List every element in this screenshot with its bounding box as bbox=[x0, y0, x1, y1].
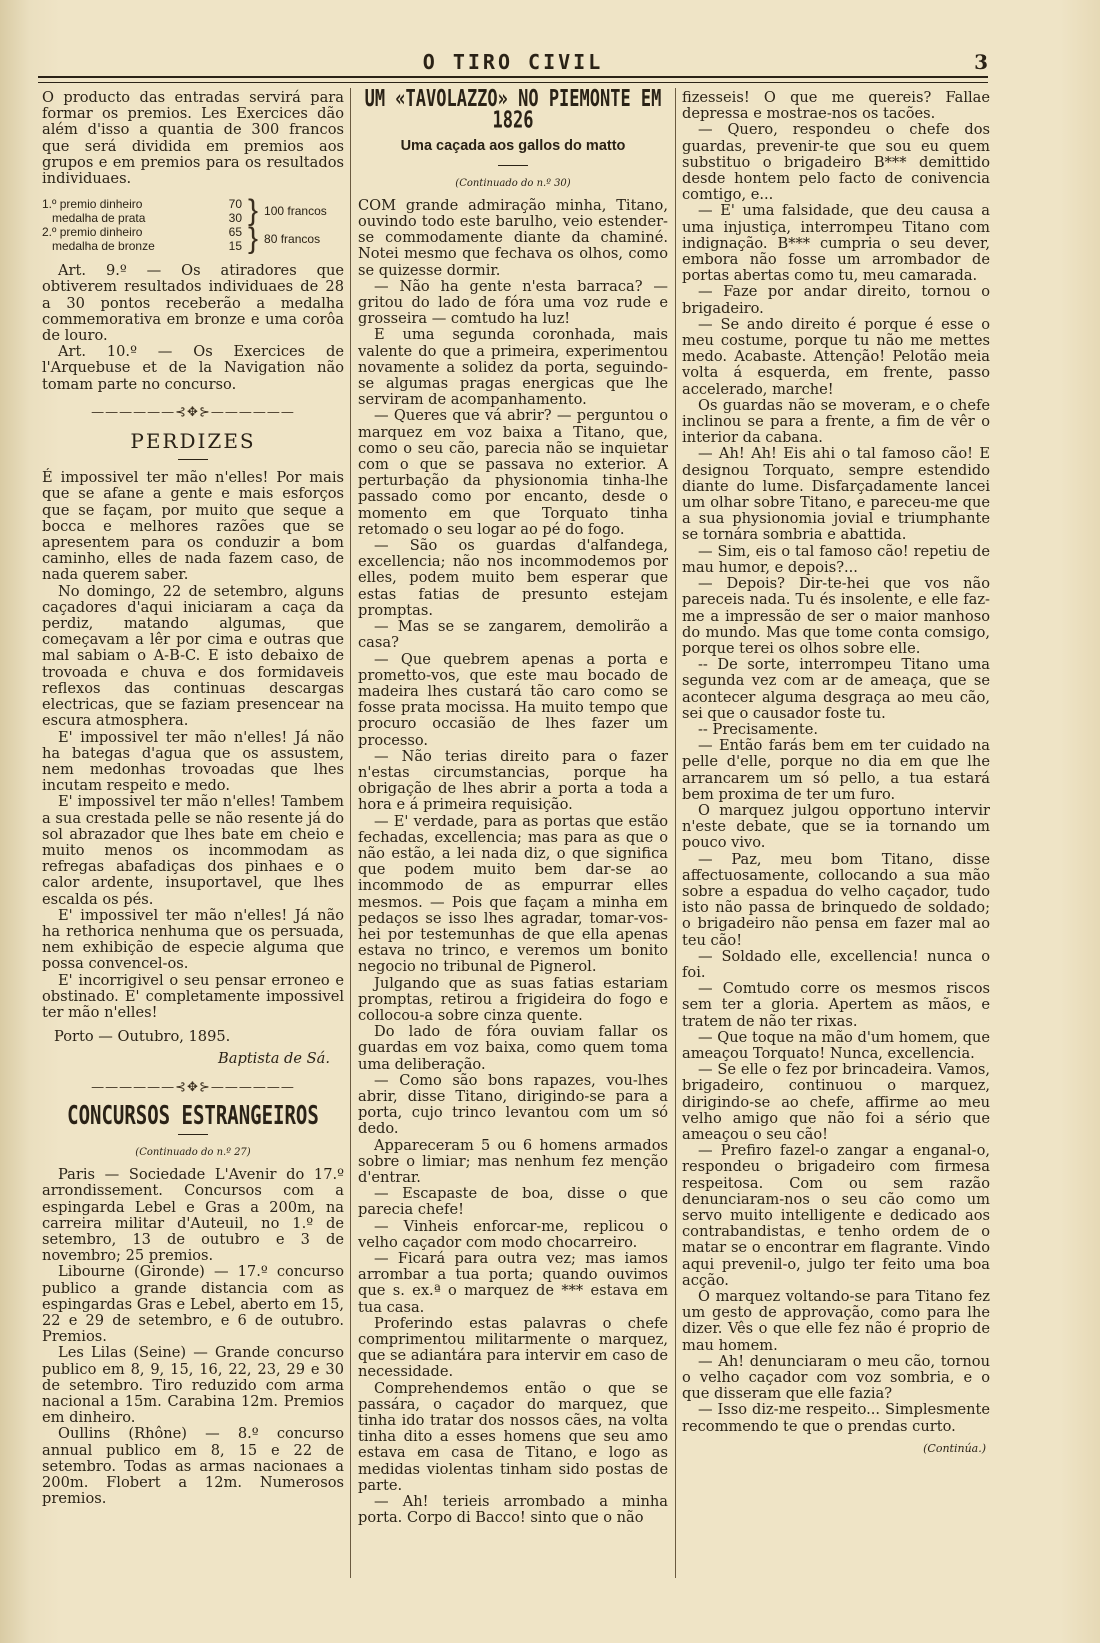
prize-row bbox=[42, 222, 344, 256]
section-title-perdizes: PERDIZES bbox=[130, 429, 256, 454]
paragraph: — Que quebrem apenas a porta e prometto-vos, que este mau bocado de madeira lhes custará tão caro como se fosse prata mocissa. Ha muito tempo que procuro occasião de lhes fazer um processo. bbox=[358, 650, 668, 749]
prize-label: medalha de bronze bbox=[52, 239, 155, 254]
prize-total: 80 francos bbox=[264, 232, 321, 247]
author-signature: Baptista de Sá. bbox=[218, 1050, 330, 1068]
paragraph: — Se elle o fez por brincadeira. Vamos, brigadeiro, continuou o marquez, dirigindo-se ao chefe, affirme ao meu velho amigo que não foi a sério que ameaçou o seu cão! bbox=[682, 1061, 990, 1143]
paragraph: — Vinheis enforcar-me, replicou o velho caçador com modo chocarreiro. bbox=[358, 1217, 668, 1251]
column-divider bbox=[675, 88, 676, 1578]
paragraph: — São os guardas d'alfandega, excellencia; não nos incommodemos por elles, podem muito bem esperar que estas fatias de presunto estejam promptas. bbox=[358, 537, 668, 619]
paragraph: — Como são bons rapazes, vou-lhes abrir, disse Titano, dirigindo-se para a porta, cujo trinco levantou com um só dedo. bbox=[358, 1071, 668, 1138]
continuation-note: (Continuado do n.º 30) bbox=[455, 177, 571, 189]
masthead-rule bbox=[38, 76, 988, 83]
article-9: Art. 9.º — Os atiradores que obtiverem resultados individuaes de 28 a 30 pontos receberão a medalha commemorativa em bronze e uma corôa de louro. bbox=[42, 262, 344, 345]
prize-value: 15 bbox=[228, 239, 242, 254]
paragraph: — Faze por andar direito, tornou o brigadeiro. bbox=[682, 283, 990, 317]
paragraph: Comprehendemos então o que se passára, o caçador do marquez, que tinha ido tratar dos nossos cães, na volta tinha dito a esses homens que seu amo estava em casa de Titano, e logo as medidas violentas tinham sido postas de parte. bbox=[358, 1379, 668, 1494]
paragraph: E uma segunda coronhada, mais valente do que a primeira, experimentou novamente a solidez da porta, seguindo-se algumas pragas energicas que lhe serviram de acompanhamento. bbox=[358, 326, 668, 409]
article-subtitle: Uma caçada aos gallos do matto bbox=[400, 138, 626, 155]
section-title-concursos: CONCURSOS ESTRANGEIROS bbox=[67, 1100, 319, 1131]
column-2 bbox=[358, 85, 668, 1527]
paragraph: — Não ha gente n'esta barraca? — gritou do lado de fóra uma voz rude e grosseira — comtudo ha luz! bbox=[358, 277, 668, 328]
paragraph: Les Lilas (Seine) — Grande concurso publico em 8, 9, 15, 16, 22, 23, 29 e 30 de setembro. Tiro reduzido com arma nacional a 15m. Carabina 12m. Premios em dinheiro. bbox=[42, 1344, 344, 1427]
paragraph: — Ah! denunciaram o meu cão, tornou o velho caçador com voz sombria, e o que disseram que elle fazia? bbox=[682, 1352, 990, 1403]
paragraph: — Se ando direito é porque é esse o meu costume, porque tu não me mettes medo. Acabaste. Attenção! Pelotão meia volta á esquerda, em frente, passo accelerado, marche! bbox=[682, 315, 990, 398]
paragraph: — Depois? Dir-te-hei que vos não pareceis nada. Tu és insolente, e elle faz-me a impressão de ser o maior manhoso do mundo. Mas que tome conta comsigo, porque terei os olhos sobre elle. bbox=[682, 575, 990, 657]
paragraph: O marquez voltando-se para Titano fez um gesto de approvação, como para lhe dizer. Vês o que elle fez não é proprio de mau homem. bbox=[682, 1288, 990, 1354]
paragraph: — Sim, eis o tal famoso cão! repetiu de mau humor, e depois?... bbox=[682, 542, 990, 576]
paragraph: fizesseis! O que me quereis? Fallae depressa e mostrae-nos os tacões. bbox=[682, 89, 990, 123]
paragraph: — Isso diz-me respeito... Simplesmente recommendo te que o prendas curto. bbox=[682, 1401, 990, 1435]
paragraph: — Escapaste de boa, disse o que parecia chefe! bbox=[358, 1185, 668, 1219]
brace: } bbox=[248, 194, 259, 228]
prize-value: 65 bbox=[228, 225, 242, 240]
title-dash bbox=[178, 459, 208, 460]
paragraph: — Comtudo corre os mesmos riscos sem ter a gloria. Apertem as mãos, e tratem de não ter rixas. bbox=[682, 980, 990, 1030]
prize-label: 2.º premio dinheiro bbox=[42, 225, 143, 240]
continua-note: (Continúa.) bbox=[923, 1441, 986, 1455]
prize-label: 1.º premio dinheiro bbox=[42, 197, 143, 212]
column-1 bbox=[42, 90, 344, 1507]
ornament-divider: ——————⊰✥⊱—————— bbox=[91, 1079, 295, 1095]
paragraph: Appareceram 5 ou 6 homens armados sobre o limiar; mas nenhum fez menção d'entrar. bbox=[358, 1136, 668, 1186]
paragraph: Julgando que as suas fatias estariam promptas, retirou a frigideira do fogo e collocou-a sobre cinza quente. bbox=[358, 974, 668, 1024]
paragraph: E' impossivel ter mão n'elles! Tambem a sua crestada pelle se não resente já do sol abrazador que lhes bate em cheio e muito menos os incommodam as refregas abafadiças dos pinhaes e o calor ardente, insuportavel, que lhes escalda os pés. bbox=[42, 793, 344, 908]
paragraph: Os guardas não se moveram, e o chefe inclinou se para a frente, a fim de vêr o interior da cabana. bbox=[682, 396, 990, 447]
paragraph: E' incorrigivel o seu pensar erroneo e obstinado. E' completamente impossivel ter mão n'elles! bbox=[42, 971, 344, 1021]
paragraph: — Ficará para outra vez; mas iamos arrombar a tua porta; quando ouvimos que s. ex.ª o marquez de *** estava em tua casa. bbox=[358, 1250, 668, 1316]
paragraph: -- De sorte, interrompeu Titano uma segunda vez com ar de ameaça, que se acontecer alguma desgraça ao meu cão, sei que o causador foste tu. bbox=[682, 656, 990, 722]
paragraph: — Soldado elle, excellencia! nunca o foi. bbox=[682, 947, 990, 981]
paragraph: — Ah! Ah! Eis ahi o tal famoso cão! E designou Torquato, sempre estendido diante do lume. Disfarçadamente lancei um olhar sobre Titano, e pareceu-me que a sua physionomia jovial e triumphante se tornára sombria e abattida. bbox=[682, 445, 990, 544]
paragraph: — Não terias direito para o fazer n'estas circumstancias, porque ha obrigação de lhes abrir a porta a toda a hora e á primeira requisição. bbox=[358, 747, 668, 814]
paragraph: — Então farás bem em ter cuidado na pelle d'elle, porque no dia em que lhe arrancarem um só pello, a tua estará bem proxima de ter um furo. bbox=[682, 737, 990, 803]
paragraph: — Prefiro fazel-o zangar a enganal-o, respondeu o brigadeiro com firmesa respeitosa. Com ou sem razão denunciaram-nos o seu cão como um servo muito intelligente e dedicado aos contrabandistas, e tenho ordem de o matar se o encontrar em flagrante. Vindo aqui prevenil-o, julgo ter feito uma boa acção. bbox=[682, 1142, 990, 1289]
prize-total: 100 francos bbox=[264, 204, 327, 219]
paragraph: — Paz, meu bom Titano, disse affectuosamente, collocando a sua mão sobre a espadua do velho caçador, tudo isto não passa de brinquedo de soldado; o brigadeiro não pensa em fazer mal ao teu cão! bbox=[682, 850, 990, 949]
paragraph: No domingo, 22 de setembro, alguns caçadores d'aqui iniciaram a caça da perdiz, matando algumas, que começavam a lêr por cima e outras que mal sabiam o A-B-C. E isto debaixo de trovoada e chuva e dos formidaveis reflexos das continuas descargas electricas, que se faziam presencear na escura atmosphera. bbox=[42, 582, 344, 730]
dateline: Porto — Outubro, 1895. bbox=[54, 1028, 231, 1046]
column-divider bbox=[350, 88, 351, 1578]
paragraph: — Mas se se zangarem, demolirão a casa? bbox=[358, 618, 668, 652]
paragraph: — E' uma falsidade, que deu causa a uma injustiça, interrompeu Titano com indignação. B*** cumpria o seu dever, embora não fosse um arrombador de portas abertas como tu, meu camarada. bbox=[682, 202, 990, 285]
paragraph: — Que toque na mão d'um homem, que ameaçou Torquato! Nunca, excellencia. bbox=[682, 1028, 990, 1062]
prize-value: 70 bbox=[228, 197, 242, 212]
paragraph: Oullins (Rhône) — 8.º concurso annual publico em 8, 15 e 22 de setembro. Todas as armas nacionaes a 200m. Flobert a 12m. Numerosos premios. bbox=[42, 1425, 344, 1508]
paragraph: Do lado de fóra ouviam fallar os guardas em voz baixa, como quem toma uma deliberação. bbox=[358, 1023, 668, 1073]
article-title: UM «TAVOLAZZO» NO PIEMONTE EM 1826 bbox=[364, 85, 662, 135]
paragraph: Libourne (Gironde) — 17.º concurso publico a grande distancia com as espingardas Gras e Lebel, aberto em 15, 22 e 29 de setembro, e 6 de outubro. Premios. bbox=[42, 1263, 344, 1346]
intro-paragraph: O producto das entradas servirá para formar os premios. Les Exercices dão além d'isso a quantia de 300 francos que será dividida em premios aos grupos e em premios para os resultados individuaes. bbox=[42, 89, 344, 188]
column-3 bbox=[682, 90, 990, 1457]
prize-label: medalha de prata bbox=[52, 211, 146, 226]
continuation-note: (Continuado do n.º 27) bbox=[135, 1146, 251, 1158]
paragraph: E' impossivel ter mão n'elles! Já não ha bategas d'agua que os assustem, nem medonhas trovoadas que lhes incutam respeito e medo. bbox=[42, 728, 344, 795]
newspaper-title: O TIRO CIVIL bbox=[422, 50, 604, 74]
title-dash bbox=[178, 1134, 208, 1135]
article-10: Art. 10.º — Os Exercices de l'Arquebuse et de la Navigation não tomam parte no concurso. bbox=[42, 343, 344, 393]
ornament-divider: ——————⊰✥⊱—————— bbox=[91, 404, 295, 420]
title-dash bbox=[498, 165, 528, 166]
paragraph: É impossivel ter mão n'elles! Por mais que se afane a gente e mais esforços que se façam, por muito que seque a bocca e melhores razões que se apresentem para os conduzir a bom caminho, elles de nada fazem caso, de nada querem saber. bbox=[42, 469, 344, 584]
paragraph: — E' verdade, para as portas que estão fechadas, excellencia; mas para as que o não estão, a lei nada diz, o que significa que podem muito bem dar-se ao incommodo de as empurrar elles mesmos. — Pois que façam a minha em pedaços se isso lhes agradar, tomar-vos-hei por testemunhas de que ella apenas estava no trinco, e veremos um bonito negocio no tribunal de Pignerol. bbox=[358, 812, 668, 976]
paragraph: E' impossivel ter mão n'elles! Já não ha rethorica nenhuma que os persuada, nem exhibição de especie alguma que possa convencel-os. bbox=[42, 906, 344, 973]
prize-row bbox=[42, 194, 344, 228]
page-number: 3 bbox=[974, 50, 988, 74]
prize-value: 30 bbox=[228, 211, 242, 226]
paragraph: O marquez julgou opportuno intervir n'este debate, que se ia tornando um pouco vivo. bbox=[682, 801, 990, 852]
paragraph: -- Precisamente. bbox=[698, 720, 818, 738]
prize-table bbox=[42, 194, 344, 256]
masthead bbox=[38, 50, 988, 76]
brace: } bbox=[248, 222, 259, 256]
paragraph: — Quero, respondeu o chefe dos guardas, prevenir-te que sou eu quem substituo o brigadeiro B*** demittido desde hontem pelo facto de conivencia comtigo, e... bbox=[682, 121, 990, 204]
paragraph: — Ah! terieis arrombado a minha porta. Corpo di Bacco! sinto que o não bbox=[358, 1493, 668, 1527]
paragraph: Proferindo estas palavras o chefe comprimentou militarmente o marquez, que se adiantára para intervir em caso de necessidade. bbox=[358, 1314, 668, 1381]
paragraph: COM grande admiração minha, Titano, ouvindo todo este barulho, veio estender-se commodamente diante da chaminé. Notei mesmo que fechava os olhos, como se quizesse dormir. bbox=[358, 196, 668, 279]
paragraph: — Queres que vá abrir? — perguntou o marquez em voz baixa a Titano, que, como o seu cão, parecia não se inquietar com o que se passava no exterior. A perturbação da physionomia tinha-lhe passado como por encanto, desde o momento em que Torquato tinha retomado o seu logar ao pé do fogo. bbox=[358, 407, 668, 538]
perdizes-body bbox=[42, 470, 344, 1021]
paragraph: Paris — Sociedade L'Avenir do 17.º arrondissement. Concursos com a espingarda Lebel e Gras a 200m, na carreira militar d'Auteuil, no 1.º de setembro, 13 de outubro e 3 de novembro; 25 premios. bbox=[42, 1166, 344, 1265]
